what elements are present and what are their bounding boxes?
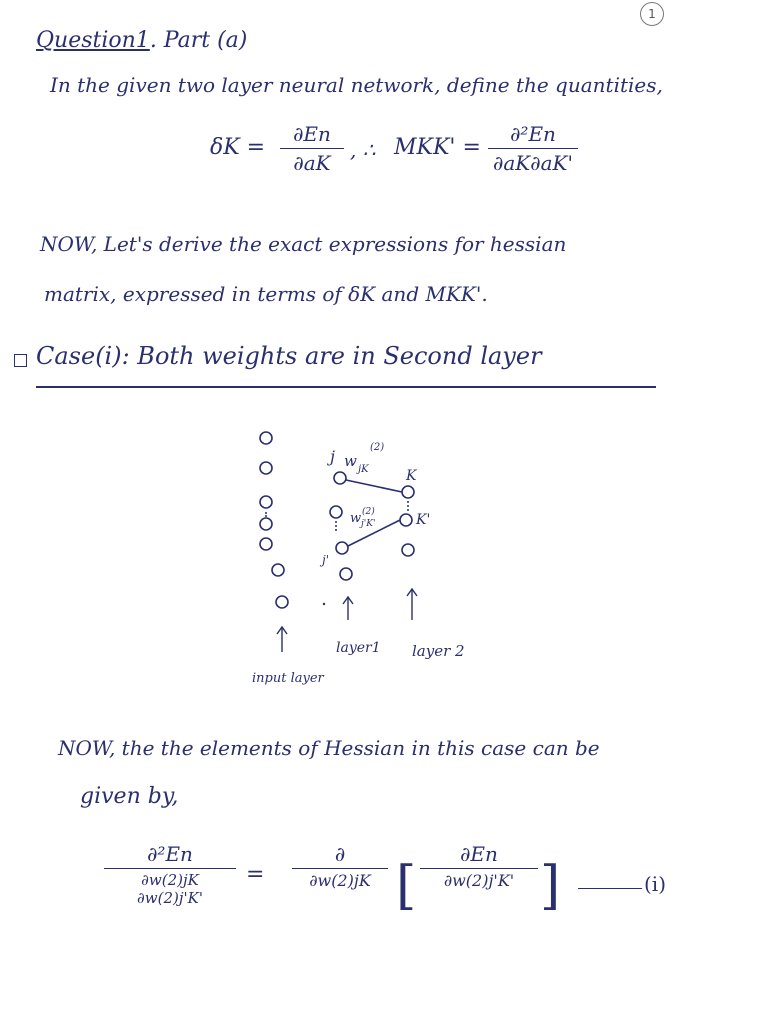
- m-numerator: ∂²En: [510, 122, 556, 146]
- output-node: [402, 544, 414, 556]
- node-label-j: j: [330, 447, 335, 466]
- fraction-bar: [488, 148, 578, 149]
- input-node: [260, 462, 272, 474]
- case-underline: [36, 386, 656, 388]
- equals-sign: =: [246, 862, 265, 887]
- question-title: [36, 28, 247, 53]
- weight-label-1-sup: (2): [370, 442, 385, 453]
- weight-label-1-sub: jK: [358, 464, 369, 475]
- derivative-operator: [292, 842, 388, 890]
- m-denominator: ∂aK∂aK': [493, 151, 573, 175]
- hessian-lhs-numerator: ∂²En: [147, 842, 193, 866]
- derive-line-2: matrix, expressed in terms of δK and MKK'.: [44, 282, 488, 306]
- hessian-lhs-denominator: ∂w(2)jK ∂w(2)j'K': [137, 871, 203, 907]
- operator-denominator: ∂w(2)jK: [309, 871, 371, 890]
- layer1-label: layer1: [336, 640, 381, 656]
- fraction-bar: [292, 868, 388, 869]
- input-node: [276, 596, 288, 608]
- input-node: [260, 538, 272, 550]
- inner-numerator: ∂En: [460, 842, 498, 866]
- inner-denominator: ∂w(2)j'K': [443, 871, 515, 890]
- fraction-bar: [280, 148, 344, 149]
- inner-fraction: [420, 842, 538, 890]
- m-lhs: MKK' =: [394, 135, 481, 160]
- input-node: [260, 518, 272, 530]
- delta-lhs: δK =: [210, 135, 266, 160]
- left-bracket: [: [396, 856, 417, 916]
- hidden-node: [340, 568, 352, 580]
- fraction-bar: [420, 868, 538, 869]
- weight-edge-jk: [346, 480, 402, 492]
- hessian-line-2: given by,: [80, 784, 179, 809]
- m-fraction: [488, 122, 578, 175]
- output-node-k-prime: [400, 514, 412, 526]
- weight-label-1: w: [344, 452, 357, 470]
- weight-label-2-sup: (2): [362, 507, 375, 517]
- weight-label-2-sub: j'K': [361, 519, 376, 529]
- derive-line-1: NOW, Let's derive the exact expressions for hessian: [40, 232, 567, 256]
- node-label-k: K: [406, 468, 417, 484]
- delta-fraction: [280, 122, 344, 175]
- input-layer-label: input layer: [252, 671, 324, 686]
- layer2-label: layer 2: [412, 642, 465, 660]
- node-label-k-prime: K': [416, 512, 431, 528]
- separator: , ∴: [350, 138, 376, 162]
- delta-numerator: ∂En: [293, 122, 331, 146]
- hessian-line-1: NOW, the the elements of Hessian in this case can be: [58, 736, 600, 760]
- node-label-j-prime: j': [322, 553, 330, 567]
- equation-label-dash: [578, 888, 642, 889]
- part-label: . Part (a): [149, 28, 248, 53]
- right-bracket: ]: [540, 856, 561, 916]
- checkbox-icon: [14, 354, 27, 367]
- input-node: [260, 432, 272, 444]
- hessian-lhs-fraction: [104, 842, 236, 907]
- output-node-k: [402, 486, 414, 498]
- input-node: [260, 496, 272, 508]
- intro-text: In the given two layer neural network, define the quantities,: [50, 73, 663, 97]
- network-diagram: [230, 420, 510, 700]
- fraction-bar: [104, 868, 236, 869]
- delta-denominator: ∂aK: [293, 151, 331, 175]
- weight-label-2: w: [350, 511, 362, 526]
- hidden-node-j-prime: [336, 542, 348, 554]
- hidden-node-j: [334, 472, 346, 484]
- input-node: [272, 564, 284, 576]
- equation-label: (i): [644, 872, 667, 896]
- case-title: Case(i): Both weights are in Second layer: [36, 342, 542, 370]
- question-label: Question1: [36, 28, 150, 53]
- hidden-node: [330, 506, 342, 518]
- operator-numerator: ∂: [334, 842, 346, 866]
- page-number: 1: [640, 2, 664, 26]
